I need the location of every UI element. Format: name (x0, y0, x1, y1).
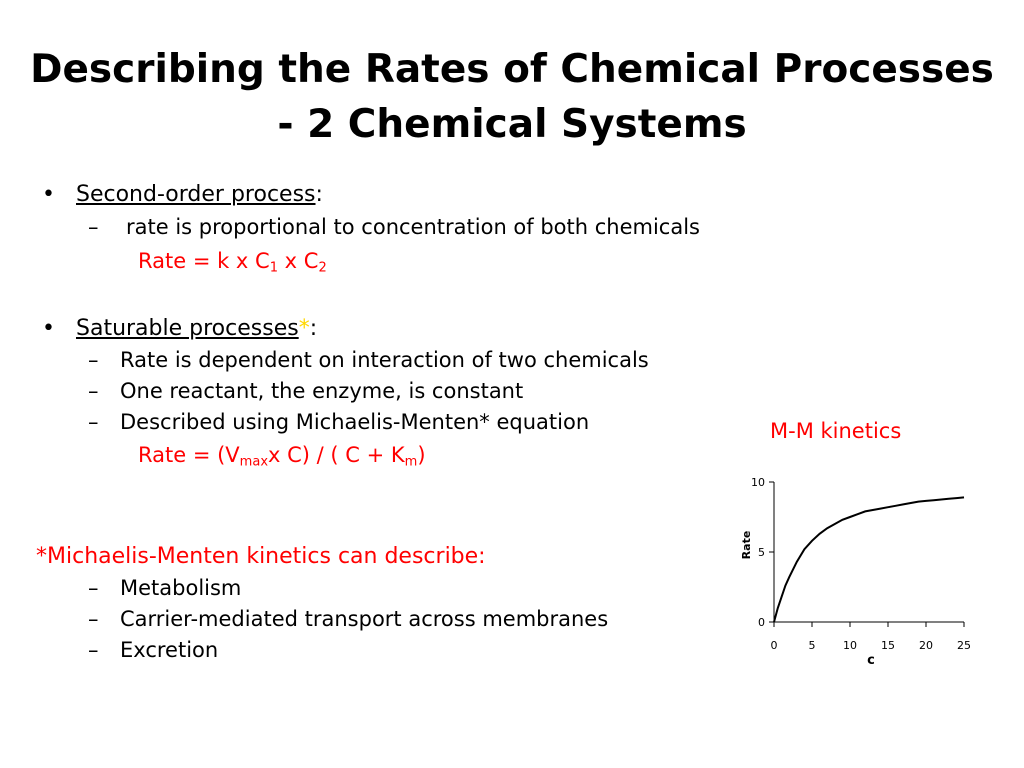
slide-title (0, 42, 1024, 152)
dash-footnote-1: – (88, 576, 99, 600)
saturable-point-1: Rate is dependent on interaction of two chemicals (120, 348, 649, 372)
saturable-heading: Saturable processes (76, 316, 299, 341)
dash-saturable-3: – (88, 410, 99, 434)
dash-footnote-3: – (88, 638, 99, 662)
y-tick-label: 5 (758, 546, 765, 559)
x-tick-label: 15 (881, 639, 895, 652)
x-tick-label: 20 (919, 639, 933, 652)
formula-subscript: max (239, 454, 269, 470)
chart-ticks (751, 476, 971, 652)
x-tick-label: 10 (843, 639, 857, 652)
x-tick-label: 5 (808, 639, 816, 652)
dash-second-order: – (88, 215, 99, 239)
formula-subscript: 2 (318, 260, 327, 276)
footnote-item-1: Metabolism (120, 576, 242, 600)
footnote-heading: *Michaelis-Menten kinetics can describe: (36, 544, 486, 569)
title-line-2: - 2 Chemical Systems (277, 102, 747, 147)
formula-part: Rate = k x C (138, 249, 270, 273)
second-order-point: rate is proportional to concentration of both chemicals (126, 215, 700, 239)
dash-footnote-2: – (88, 607, 99, 631)
second-order-colon: : (315, 182, 323, 207)
formula-part: Rate = (V (138, 443, 240, 467)
formula-subscript: m (404, 454, 418, 470)
y-axis-label: Rate (740, 530, 753, 560)
second-order-heading: Second-order process (76, 182, 316, 207)
chart-title: M-M kinetics (770, 419, 902, 443)
saturable-heading-line (76, 316, 317, 341)
formula-subscript: 1 (269, 260, 278, 276)
footnote-item-3: Excretion (120, 638, 219, 662)
x-tick-label: 0 (770, 639, 778, 652)
saturable-asterisk: * (298, 316, 310, 341)
dash-saturable-2: – (88, 379, 99, 403)
second-order-heading-line (76, 182, 323, 207)
saturable-colon: : (309, 316, 318, 341)
bullet-second-order: • (42, 182, 55, 207)
formula-part: x C) / ( C + K (268, 443, 405, 467)
formula-part: ) (417, 443, 426, 467)
second-order-formula (138, 249, 327, 275)
formula-part: x C (277, 249, 319, 273)
y-tick-label: 0 (758, 616, 765, 629)
bullet-saturable: • (42, 316, 55, 341)
title-line-1: Describing the Rates of Chemical Processes (30, 47, 994, 92)
series-line (774, 497, 964, 622)
x-axis-label: c (867, 653, 875, 668)
saturable-point-3: Described using Michaelis-Menten* equation (120, 410, 590, 434)
footnote-item-2: Carrier-mediated transport across membranes (120, 607, 609, 631)
saturable-point-2: One reactant, the enzyme, is constant (120, 379, 524, 403)
x-tick-label: 25 (957, 639, 971, 652)
dash-saturable-1: – (88, 348, 99, 372)
mm-formula (138, 443, 426, 469)
mm-kinetics-chart (720, 462, 990, 672)
y-tick-label: 10 (751, 476, 765, 489)
